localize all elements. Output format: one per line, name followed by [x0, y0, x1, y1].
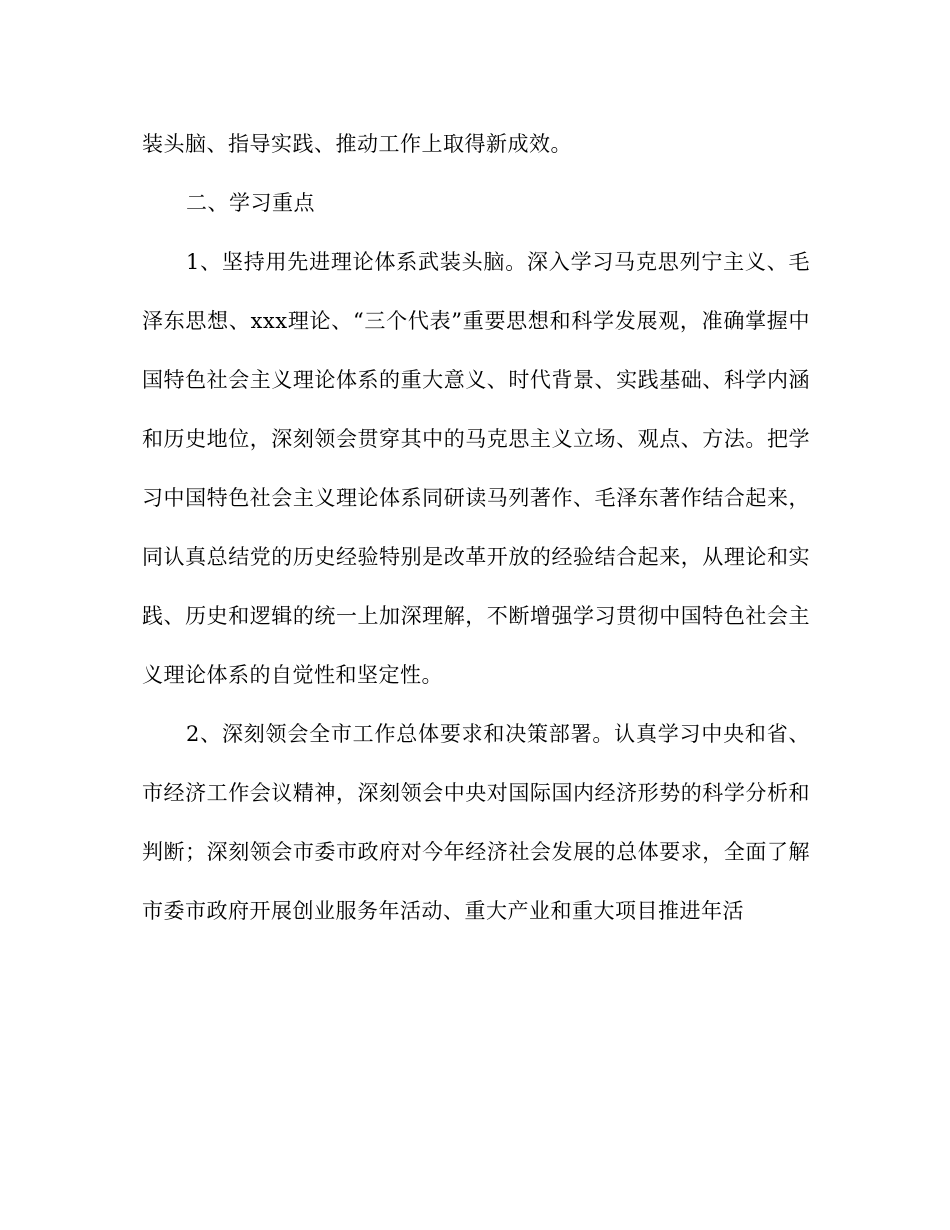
document-body	[142, 115, 810, 941]
paragraph-point-2: 2、深刻领会全市工作总体要求和决策部署。认真学习中央和省、市经济工作会议精神，深刻领会中央对国际国内经济形势的科学分析和判断；深刻领会市委市政府对今年经济社会发展的总体要求，全面了解市委市政府开展创业服务年活动、重大产业和重大项目推进年活	[142, 722, 810, 923]
paragraph-point-1: 1、坚持用先进理论体系武装头脑。深入学习马克思列宁主义、毛泽东思想、xxx理论、“三个代表”重要思想和科学发展观，准确掌握中国特色社会主义理论体系的重大意义、时代背景、实践基础、科学内涵和历史地位，深刻领会贯穿其中的马克思主义立场、观点、方法。把学习中国特色社会主义理论体系同研读马列著作、毛泽东著作结合起来，同认真总结党的历史经验特别是改革开放的经验结合起来，从理论和实践、历史和逻辑的统一上加深理解，不断增强学习贯彻中国特色社会主义理论体系的自觉性和坚定性。	[142, 250, 810, 687]
paragraph-continuation: 装头脑、指导实践、推动工作上取得新成效。	[142, 132, 572, 156]
section-heading: 二、学习重点	[186, 191, 315, 215]
